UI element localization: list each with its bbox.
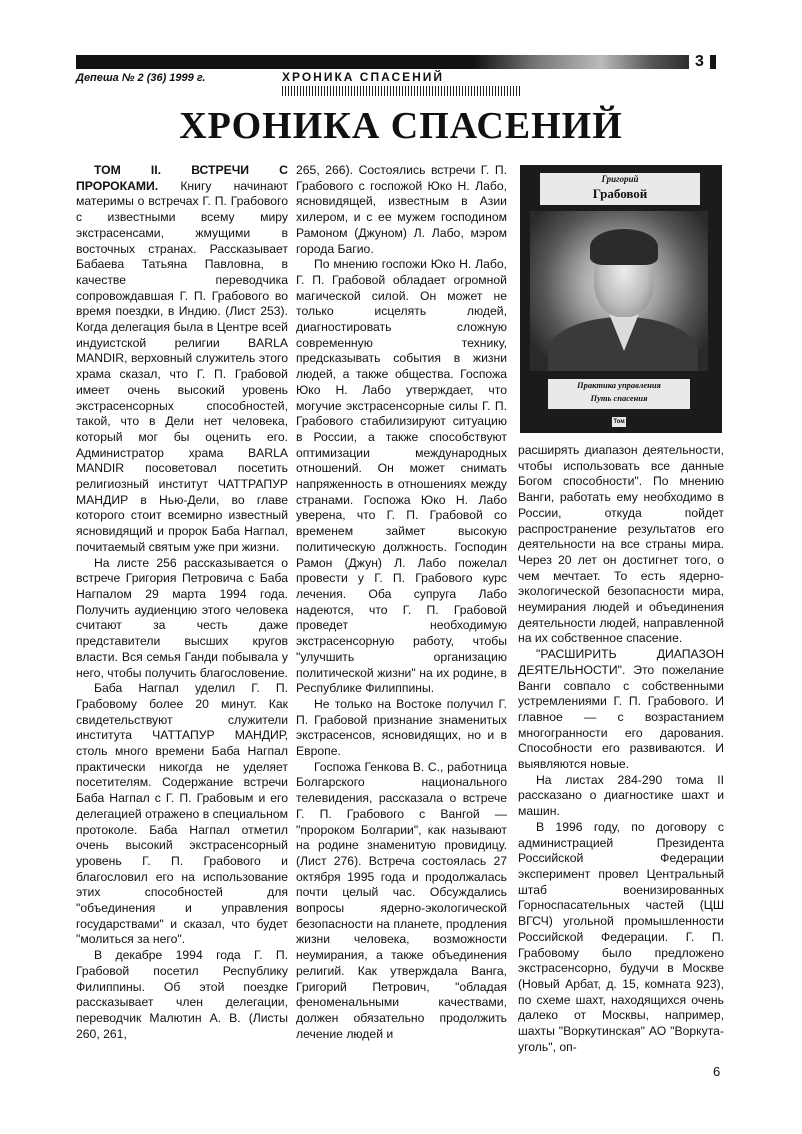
- book-subtitle-line-2: Путь спасения: [590, 393, 648, 403]
- book-subtitle-line-1: Практика управления: [577, 380, 661, 390]
- author-portrait: [530, 211, 708, 371]
- portrait-hair: [590, 229, 658, 265]
- paragraph: Госпожа Генкова В. С., работница Болгарского национального телевидения, рассказала о встрече Г. П. Грабового с Вангой — "пророком Болгарии", как называют на родине знаменитую провидицу. (Лист 276). Встреча состоялась 27 октября 1995 года и продолжалась почти целый час. Обсуждались вопросы ядерно-экологической безопасности на планете, продления жизни человека, возможности неумирания, а также объединения религий. Как утверждала Ванга, Григорий Петрович, "обладая феноменальными качествами, должен обязательно продолжить лечение людей и: [296, 759, 507, 1041]
- paragraph: На листе 256 рассказывается о встрече Григория Петровича с Баба Нагпалом 29 марта 1994 года. Получить аудиенцию этого человека считают за честь даже представители высших кругов власти. Вся семья Ганди побывала у него, чтобы получить благословение.: [76, 555, 288, 680]
- article-column-1: [76, 163, 288, 1042]
- section-label: ХРОНИКА СПАСЕНИЙ: [282, 70, 445, 84]
- paragraph: В декабре 1994 года Г. П. Грабовой посетил Республику Филиппины. Об этой поездке рассказывает член делегации, переводчик Малютин А. В. (Листы 260, 261,: [76, 948, 288, 1041]
- page-title: ХРОНИКА СПАСЕНИЙ: [179, 105, 623, 147]
- book-author-last-name: Грабовой: [592, 186, 648, 201]
- footer-page-number: 6: [713, 1064, 721, 1079]
- header-rule: [76, 55, 716, 69]
- book-cover-image: [518, 163, 724, 435]
- paragraph: расширять диапазон деятельности, чтобы использовать все данные Богом способности". По мнению Ванги, работать ему необходимо в России, откуда пойдет распространение результатов его деятельности на все страны мира. Через 20 лет он достигнет того, о чем мечтает. То есть ядерно-экологической безопасности мира, неумирания людей и объединения деятельности людей, направленной на их собственное спасение.: [518, 443, 724, 646]
- book-volume-label: Том 2: [613, 419, 625, 435]
- paragraph: "РАСШИРИТЬ ДИАПАЗОН ДЕЯТЕЛЬНОСТИ". Это пожелание Ванги совпало с собственными устремлениями Г. П. Грабового. И главное — с возрастанием многогранности его дарования. Способности его развиваются. И выявляются новые.: [518, 647, 724, 772]
- paragraph: В 1996 году, по договору с администрацией Президента Российской Федерации эксперимент провел Центральный штаб военизированных Горноспасательных частей (ЦШ ВГСЧ) угольной промышленности Российской Федерации. Г. П. Грабовому было предложено экстрасенсорно, будучи в Москве (Новый Арбат, д. 15, комната 923), по схеме шахт, находящихся очень далеко от Москвы, например, шахты "Воркутинская" АО "Воркута-уголь", оп-: [518, 819, 724, 1054]
- article-column-3: [518, 443, 724, 1055]
- paragraph: [76, 163, 288, 556]
- paragraph-text: Книгу начинают материмы о встречах Г. П. Грабового с известными всему миру экстрасенсами, жмущими в восточных странах. Рассказывает Бабаева Татьяна Павловна, в качестве переводчика сопровождавшая Г. П. Грабового во время поездки, в Индию. (Лист 253). Когда делегация была в Центре всей индуистской религии BARLA MANDIR, верховный служитель этого храма сказал, что Г. П. Грабовой имеет очень высокий уровень экстрасенсорных способностей, такой, что в Дели нет человека, который мог бы оценить его. Администратор храма BARLA MANDIR посоветовал посетить религиозный институт ЧАТТРАПУР МАНДИР в Нью-Дели, во главе которого стоит всемирно известный ясновидящий и пророк Баба Нагпал, почитаемый святым уже при жизни.: [76, 178, 288, 554]
- book-author-plate: [540, 173, 700, 205]
- book-subtitle-plate: [548, 379, 690, 409]
- paragraph: 265, 266). Состоялись встречи Г. П. Грабового с госпожой Юко Н. Лабо, ясновидящей, известным в Азии хилером, и с ее мужем господином Рамоном (Джуном) Л. Лабо, мэром города Багио.: [296, 163, 507, 256]
- article-column-2: [296, 163, 507, 1042]
- section-hatch-rule: [282, 86, 520, 96]
- paragraph: На листах 284-290 тома II рассказано о диагностике шахт и машин.: [518, 772, 724, 819]
- lead-heading: ТОМ II. ВСТРЕЧИ С ПРОРОКАМИ.: [76, 163, 288, 193]
- book-author-first-name: Григорий: [601, 174, 639, 184]
- issue-label: Депеша № 2 (36) 1999 г.: [76, 72, 206, 84]
- paragraph: Не только на Востоке получил Г. П. Грабовой признание знаменитых экстрасенсов, ясновидящих, но и в Европе.: [296, 696, 507, 759]
- paragraph: Баба Нагпал уделил Г. П. Грабовому более 20 минут. Как свидетельствуют служители института ЧАТТАПУР МАНДИР, столь много времени Баба Нагпал практически никогда не уделяет посетителям. Содержание встречи Баба Нагпал с Г. П. Грабовым и его делегацией отражено в специальном протоколе. Баба Нагпал отметил очень высокий экстрасенсорный уровень Г. П. Грабового и благословил его на использование этих способностей для "объединения и управления государствами" и сказал, что будет "молиться за него".: [76, 681, 288, 947]
- header-page-number: 3: [689, 54, 710, 70]
- paragraph: По мнению госпожи Юко Н. Лабо, Г. П. Грабовой обладает огромной магической силой. Он может не только исцелять людей, диагностировать сложную современную технику, предсказывать события в жизни людей, а также общества. Госпожа Юко Н. Лабо утверждает, что могучие экстрасенсорные силы Г. П. Грабового стабилизируют ситуацию в России, а также способствуют оптимизации международных отношений. Он может снимать напряженность в отношениях между странами. Госпожа Юко Н. Лабо уверена, что Г. П. Грабовой со временем займет высокую политическую должность. Господин Рамон (Джун) Л. Лабо пожелал провести у Г. П. Грабового курс лечения. Оба супруга Лабо надеются, что Г. П. Грабовой проведет необходимую экстрасенсорную работу, чтобы "улучшить организацию политической жизни" на их родине, в Республике Филиппины.: [296, 257, 507, 696]
